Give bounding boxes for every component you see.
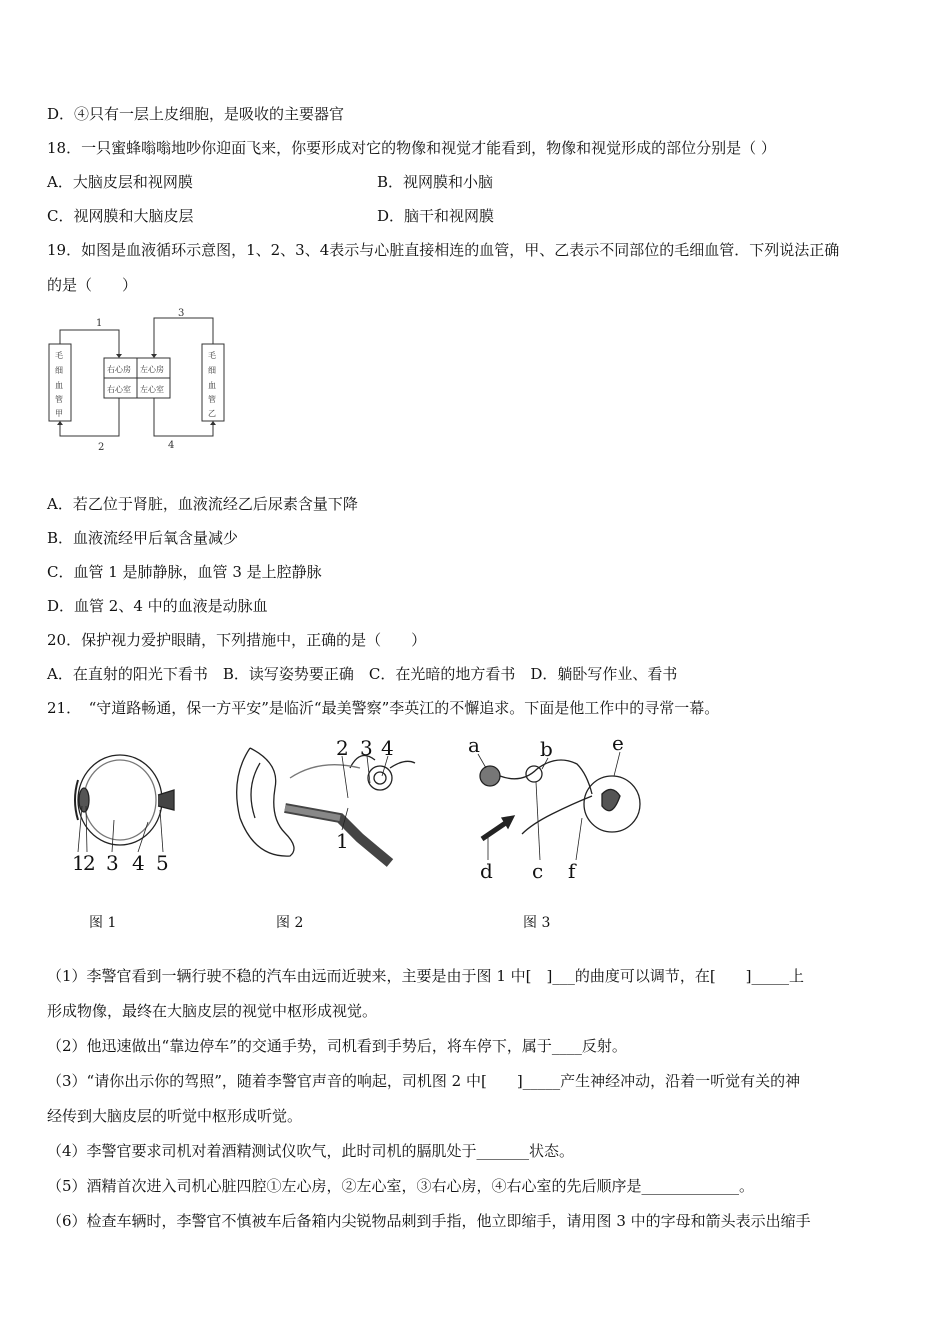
reflex-label-e: e: [612, 734, 624, 755]
ear-label-2: 2: [336, 738, 349, 760]
ear-label-1: 1: [336, 829, 349, 853]
capillary-a-char: 甲: [55, 409, 63, 418]
vessel-label-3: 3: [178, 308, 185, 319]
reflex-arc-diagram: [462, 734, 642, 884]
fig2-caption: 图 2: [276, 915, 304, 931]
q21-part3-line2: 经传到大脑皮层的听觉中枢形成听觉。: [47, 1107, 303, 1125]
right-atrium-label: 右心房: [107, 365, 131, 374]
q21-part4: （4）李警官要求司机对着酒精测试仪吹气，此时司机的膈肌处于_______状态。: [47, 1142, 575, 1160]
q21-part1-line1: （1）李警官看到一辆行驶不稳的汽车由远而近驶来，主要是由于图 1 中[ ]___的曲度可以调节，在[ ]_____上: [47, 967, 805, 985]
circulation-diagram: [44, 308, 244, 458]
capillary-a-char: 毛: [55, 351, 63, 360]
q18-option-c: C．视网膜和大脑皮层: [47, 207, 194, 225]
q18-stem: 18．一只蜜蜂嗡嗡地吵你迎面飞来，你要形成对它的物像和视觉才能看到，物像和视觉形成的部位分别是（ ）: [47, 139, 776, 157]
q20-stem: 20．保护视力爱护眼睛，下列措施中，正确的是（ ）: [47, 631, 427, 649]
q19-option-b: B．血液流经甲后氧含量减少: [47, 529, 239, 547]
q19-option-a: A．若乙位于肾脏，血液流经乙后尿素含量下降: [47, 495, 358, 513]
q19-stem-line2: 的是（ ）: [47, 276, 138, 294]
q19-option-d: D．血管 2、4 中的血液是动脉血: [47, 597, 268, 615]
q18-option-a: A．大脑皮层和视网膜: [47, 173, 193, 191]
capillary-b-char: 管: [208, 395, 216, 404]
q21-part5: （5）酒精首次进入司机心脏四腔①左心房，②左心室，③右心房，④右心室的先后顺序是_____________。: [47, 1177, 755, 1195]
reflex-label-d: d: [480, 859, 493, 883]
q21-part3-line1: （3）“请你出示你的驾照”，随着李警官声音的响起，司机图 2 中[ ]_____产生神经冲动，沿着一听觉有关的神: [47, 1072, 801, 1090]
capillary-a-char: 血: [55, 381, 63, 390]
reflex-label-c: c: [532, 859, 544, 883]
left-ventricle-label: 左心室: [140, 385, 164, 394]
q18-option-d: D．脑干和视网膜: [377, 207, 495, 225]
q17-option-d: D．④只有一层上皮细胞，是吸收的主要器官: [47, 105, 345, 123]
eye-label-4: 4: [132, 851, 145, 875]
q20-options: A．在直射的阳光下看书 B．读写姿势要正确 C．在光暗的地方看书 D．躺卧写作业、看书: [47, 665, 678, 683]
capillary-b-char: 乙: [208, 409, 216, 418]
q21-part2: （2）他迅速做出“靠边停车”的交通手势，司机看到手势后，将车停下，属于____反射。: [47, 1037, 627, 1055]
reflex-label-f: f: [568, 859, 576, 883]
capillary-b-char: 细: [208, 366, 216, 375]
capillary-b-char: 血: [208, 381, 216, 390]
left-atrium-label: 左心房: [140, 365, 164, 374]
eye-label-3: 3: [106, 851, 119, 875]
q18-option-b: B．视网膜和小脑: [377, 173, 494, 191]
eye-label-5: 5: [156, 851, 169, 875]
q19-option-c: C．血管 1 是肺静脉，血管 3 是上腔静脉: [47, 563, 322, 581]
eye-label-1: 1: [72, 851, 85, 875]
ear-label-4: 4: [381, 738, 394, 760]
capillary-a-char: 管: [55, 395, 63, 404]
vessel-label-4: 4: [168, 440, 175, 451]
eye-diagram: [70, 740, 180, 880]
reflex-label-a: a: [468, 734, 480, 757]
capillary-a-char: 细: [55, 366, 63, 375]
q21-part6: （6）检查车辆时，李警官不慎被车后备箱内尖锐物品刺到手指，他立即缩手，请用图 3 中的字母和箭头表示出缩手: [47, 1212, 811, 1230]
fig3-caption: 图 3: [523, 915, 551, 931]
fig1-caption: 图 1: [89, 915, 117, 931]
vessel-label-2: 2: [98, 442, 105, 453]
ear-diagram: [230, 738, 420, 868]
right-ventricle-label: 右心室: [107, 385, 131, 394]
reflex-label-b: b: [540, 737, 553, 761]
q21-stem: 21． “守道路畅通，保一方平安”是临沂“最美警察”李英江的不懈追求。下面是他工作中的寻常一幕。: [47, 699, 720, 717]
ear-label-3: 3: [360, 738, 373, 760]
vessel-label-1: 1: [96, 318, 103, 329]
eye-label-2: 2: [83, 851, 96, 875]
q19-stem-line1: 19．如图是血液循环示意图，1、2、3、4表示与心脏直接相连的血管，甲、乙表示不同部位的毛细血管．下列说法正确: [47, 241, 840, 259]
q21-part1-line2: 形成物像，最终在大脑皮层的视觉中枢形成视觉。: [47, 1002, 378, 1020]
capillary-b-char: 毛: [208, 351, 216, 360]
